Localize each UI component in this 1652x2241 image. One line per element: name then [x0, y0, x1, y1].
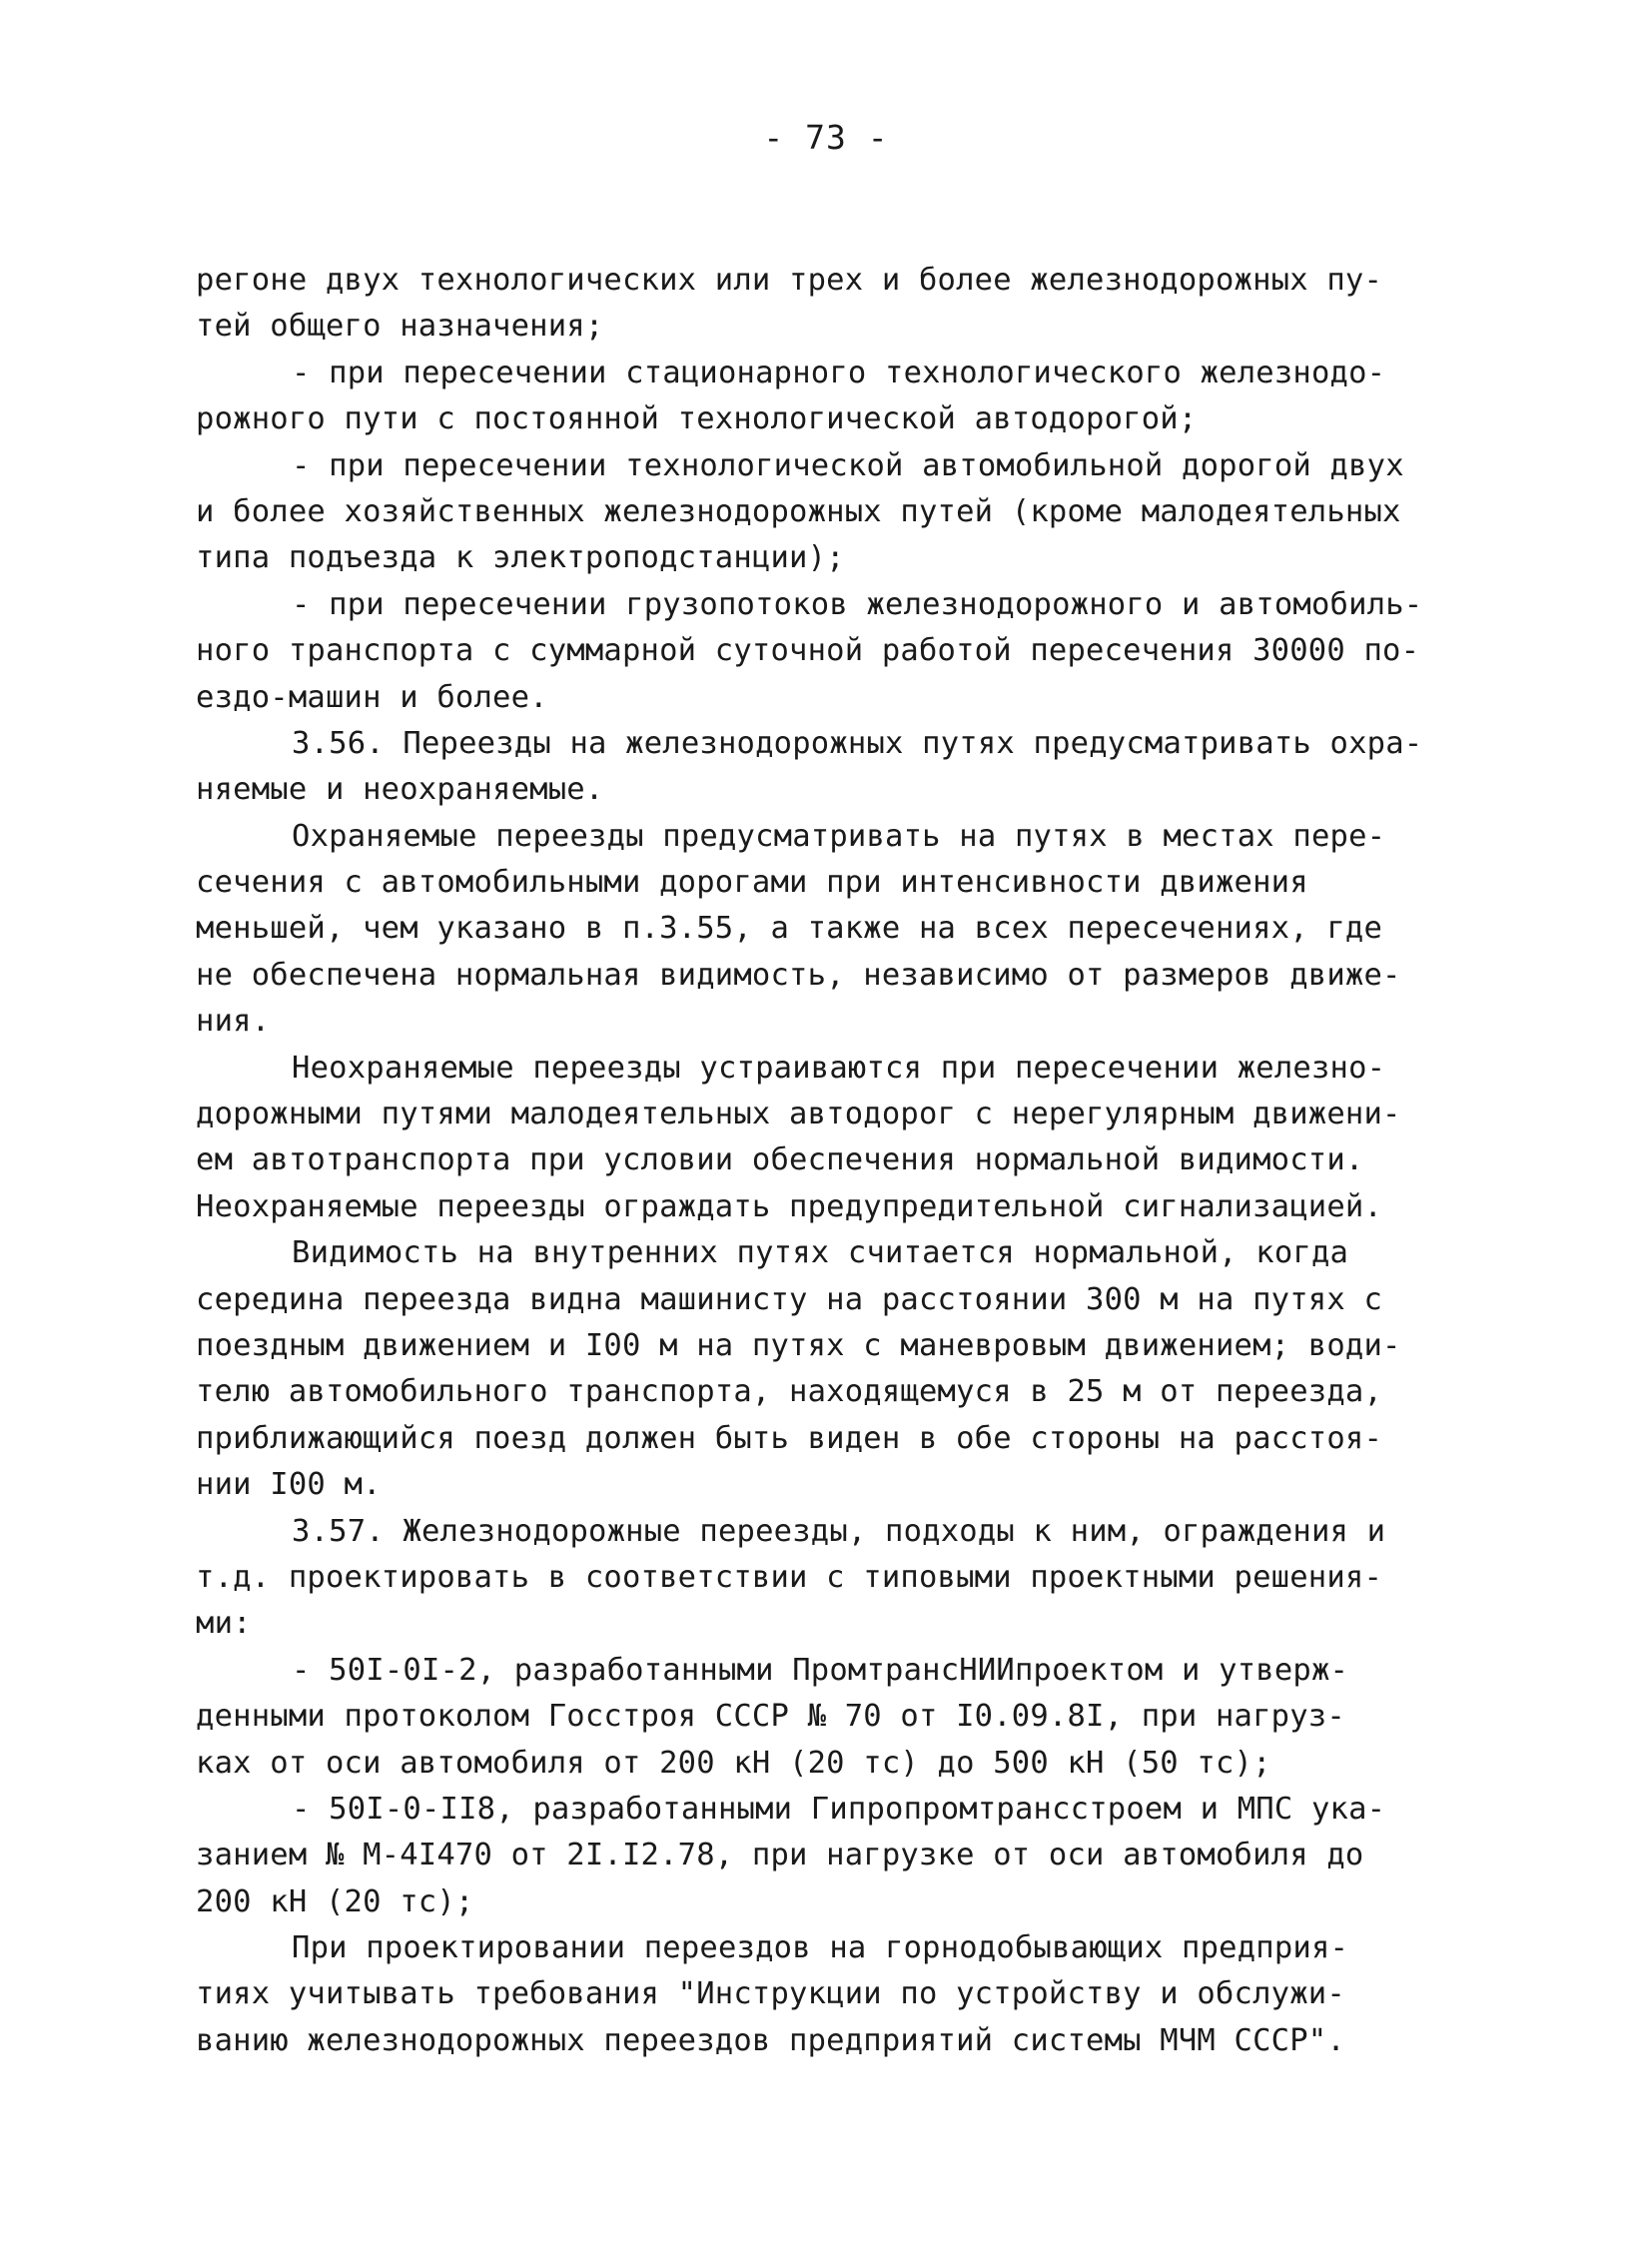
text-line: регоне двух технологических или трех и более железнодорожных пу-	[196, 263, 1383, 298]
text-line: - при пересечении стационарного технологического железнодо-	[292, 355, 1386, 390]
text-line: При проектировании переездов на горнодобывающих предприя-	[292, 1930, 1349, 1966]
text-line: занием № М-4I470 от 2I.I2.78, при нагрузке от оси автомобиля до	[196, 1838, 1364, 1873]
text-line: ного транспорта с суммарной суточной работой пересечения 30000 по-	[196, 633, 1420, 669]
text-line: Охраняемые переезды предусматривать на путях в местах пере-	[292, 818, 1386, 854]
text-line: Видимость на внутренних путях считается нормальной, когда	[292, 1235, 1349, 1271]
text-line: ках от оси автомобиля от 200 кН (20 тс) до 500 кН (50 тс);	[196, 1745, 1271, 1781]
text-line: денными протоколом Госстроя СССР № 70 от I0.09.8I, при нагруз-	[196, 1699, 1345, 1735]
text-line: 200 кН (20 тс);	[196, 1883, 474, 1919]
text-line: т.д. проектировать в соответствии с типовыми проектными решения-	[196, 1559, 1383, 1595]
text-line: 3.56. Переезды на железнодорожных путях предусматривать охра-	[292, 725, 1423, 761]
text-line: меньшей, чем указано в п.3.55, а также на всех пересечениях, где	[196, 911, 1383, 947]
text-line: поездным движением и I00 м на путях с маневровым движением; води-	[196, 1327, 1401, 1363]
text-line: телю автомобильного транспорта, находящемуся в 25 м от переезда,	[196, 1374, 1383, 1410]
text-line: 3.57. Железнодорожные переезды, подходы к ним, ограждения и	[292, 1513, 1386, 1549]
text-line: - 50I-0-II8, разработанными Гипропромтрансстроем и МПС ука-	[292, 1791, 1386, 1827]
text-line: - при пересечении грузопотоков железнодорожного и автомобиль-	[292, 586, 1423, 622]
text-line: ния.	[196, 1004, 271, 1040]
text-line: - при пересечении технологической автомобильной дорогой двух	[292, 447, 1404, 483]
text-line: сечения с автомобильными дорогами при интенсивности движения	[196, 865, 1308, 901]
text-line: ем автотранспорта при условии обеспечения нормальной видимости.	[196, 1142, 1364, 1178]
text-line: ездо-машин и более.	[196, 679, 548, 715]
text-line: тиях учитывать требования "Инструкции по устройству и обслужи-	[196, 1976, 1345, 2012]
text-line: нии I00 м.	[196, 1467, 382, 1503]
page-number: - 73 -	[763, 118, 889, 157]
text-line: няемые и неохраняемые.	[196, 772, 604, 808]
text-line: дорожными путями малодеятельных автодорог с нерегулярным движени-	[196, 1097, 1401, 1132]
text-line: рожного пути с постоянной технологической автодорогой;	[196, 401, 1198, 437]
text-line: ванию железнодорожных переездов предприятий системы МЧМ СССР".	[196, 2022, 1345, 2058]
text-line: типа подъезда к электроподстанции);	[196, 540, 845, 576]
text-line: - 50I-0I-2, разработанными ПромтрансНИИпроектом и утверж-	[292, 1652, 1349, 1688]
text-line: и более хозяйственных железнодорожных путей (кроме малодеятельных	[196, 493, 1401, 529]
text-line: Неохраняемые переезды ограждать предупредительной сигнализацией.	[196, 1188, 1383, 1224]
text-line: не обеспечена нормальная видимость, независимо от размеров движе-	[196, 957, 1401, 993]
text-line: середина переезда видна машинисту на расстоянии 300 м на путях с	[196, 1281, 1383, 1317]
text-line: ми:	[196, 1606, 252, 1642]
body-text	[196, 258, 1456, 2064]
text-line: приближающийся поезд должен быть виден в обе стороны на расстоя-	[196, 1420, 1383, 1456]
text-line: Неохраняемые переезды устраиваются при пересечении железно-	[292, 1050, 1386, 1086]
text-line: тей общего назначения;	[196, 309, 604, 345]
